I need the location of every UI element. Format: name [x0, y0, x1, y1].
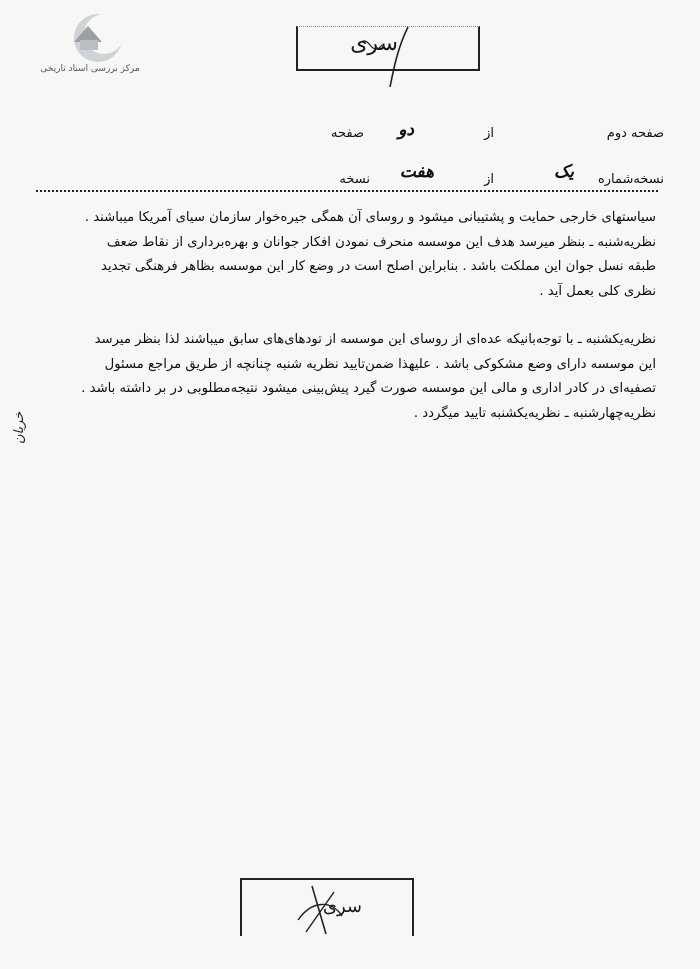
stamp-bottom-label: سری	[322, 896, 362, 917]
page-label: صفحه دوم	[606, 126, 664, 141]
copy-total: هفت	[399, 162, 434, 182]
paragraph-line: سیاستهای خارجی حمایت و پشتیبانی میشود و روسای آن همگی جیره‌خوار سازمان سیای آمریکا میباشند .	[84, 210, 656, 225]
copy-word: نسخه	[339, 172, 370, 187]
paragraph-line: نظریه‌شنبه ـ بنظر میرسد هدف این موسسه منحرف نمودن افکار جوانان و بهره‌برداری از نقاط ضعف	[106, 234, 656, 250]
copy-label: نسخه‌شماره	[597, 172, 664, 187]
paragraph-line: نظریه‌یکشنبه ـ با توجه‌بانیکه عده‌ای از روسای این موسسه از تودهای‌های سابق میباشند لذا بنظر میرسد	[94, 332, 656, 347]
archive-logo-icon	[58, 12, 122, 64]
archive-logo-text: مرکز بررسی اسناد تاریخی	[40, 64, 140, 74]
paragraph-line: نظریه‌چهارشنبه ـ نظریه‌یکشنبه تایید میگردد .	[413, 405, 656, 421]
paragraph-1	[38, 206, 656, 304]
page-from: از	[484, 126, 494, 141]
copy-from: از	[484, 172, 494, 187]
archive-logo	[30, 12, 150, 82]
paragraph-line: نظری کلی بعمل آید .	[539, 283, 656, 299]
paragraph-2	[38, 328, 656, 426]
header-divider	[36, 190, 658, 196]
paragraph-line: طبقه نسل جوان این مملکت باشد . بنابراین اصلح است در وضع کار این موسسه بظاهر فرهنگی تجدید	[101, 259, 656, 274]
classification-stamp-bottom	[240, 878, 414, 936]
page-number-row	[0, 120, 700, 148]
handwritten-margin-note: خریان	[12, 411, 27, 444]
classification-stamp-top	[296, 26, 480, 71]
copy-number: یک	[554, 162, 574, 182]
stamp-top-label: سری	[350, 31, 398, 56]
page-total: دو	[398, 120, 414, 140]
paragraph-line: این موسسه دارای وضع مشکوکی باشد . علیهذا ضمن‌تایید نظریه شنبه چنانچه از طریق مراجع مسئول	[104, 356, 656, 372]
page-word: صفحه	[331, 126, 364, 141]
paragraph-line: تصفیه‌ای در کادر اداری و مالی این موسسه صورت گیرد پیش‌بینی میشود نتیجه‌مطلوبی در بر داشته باشد .	[81, 381, 656, 396]
